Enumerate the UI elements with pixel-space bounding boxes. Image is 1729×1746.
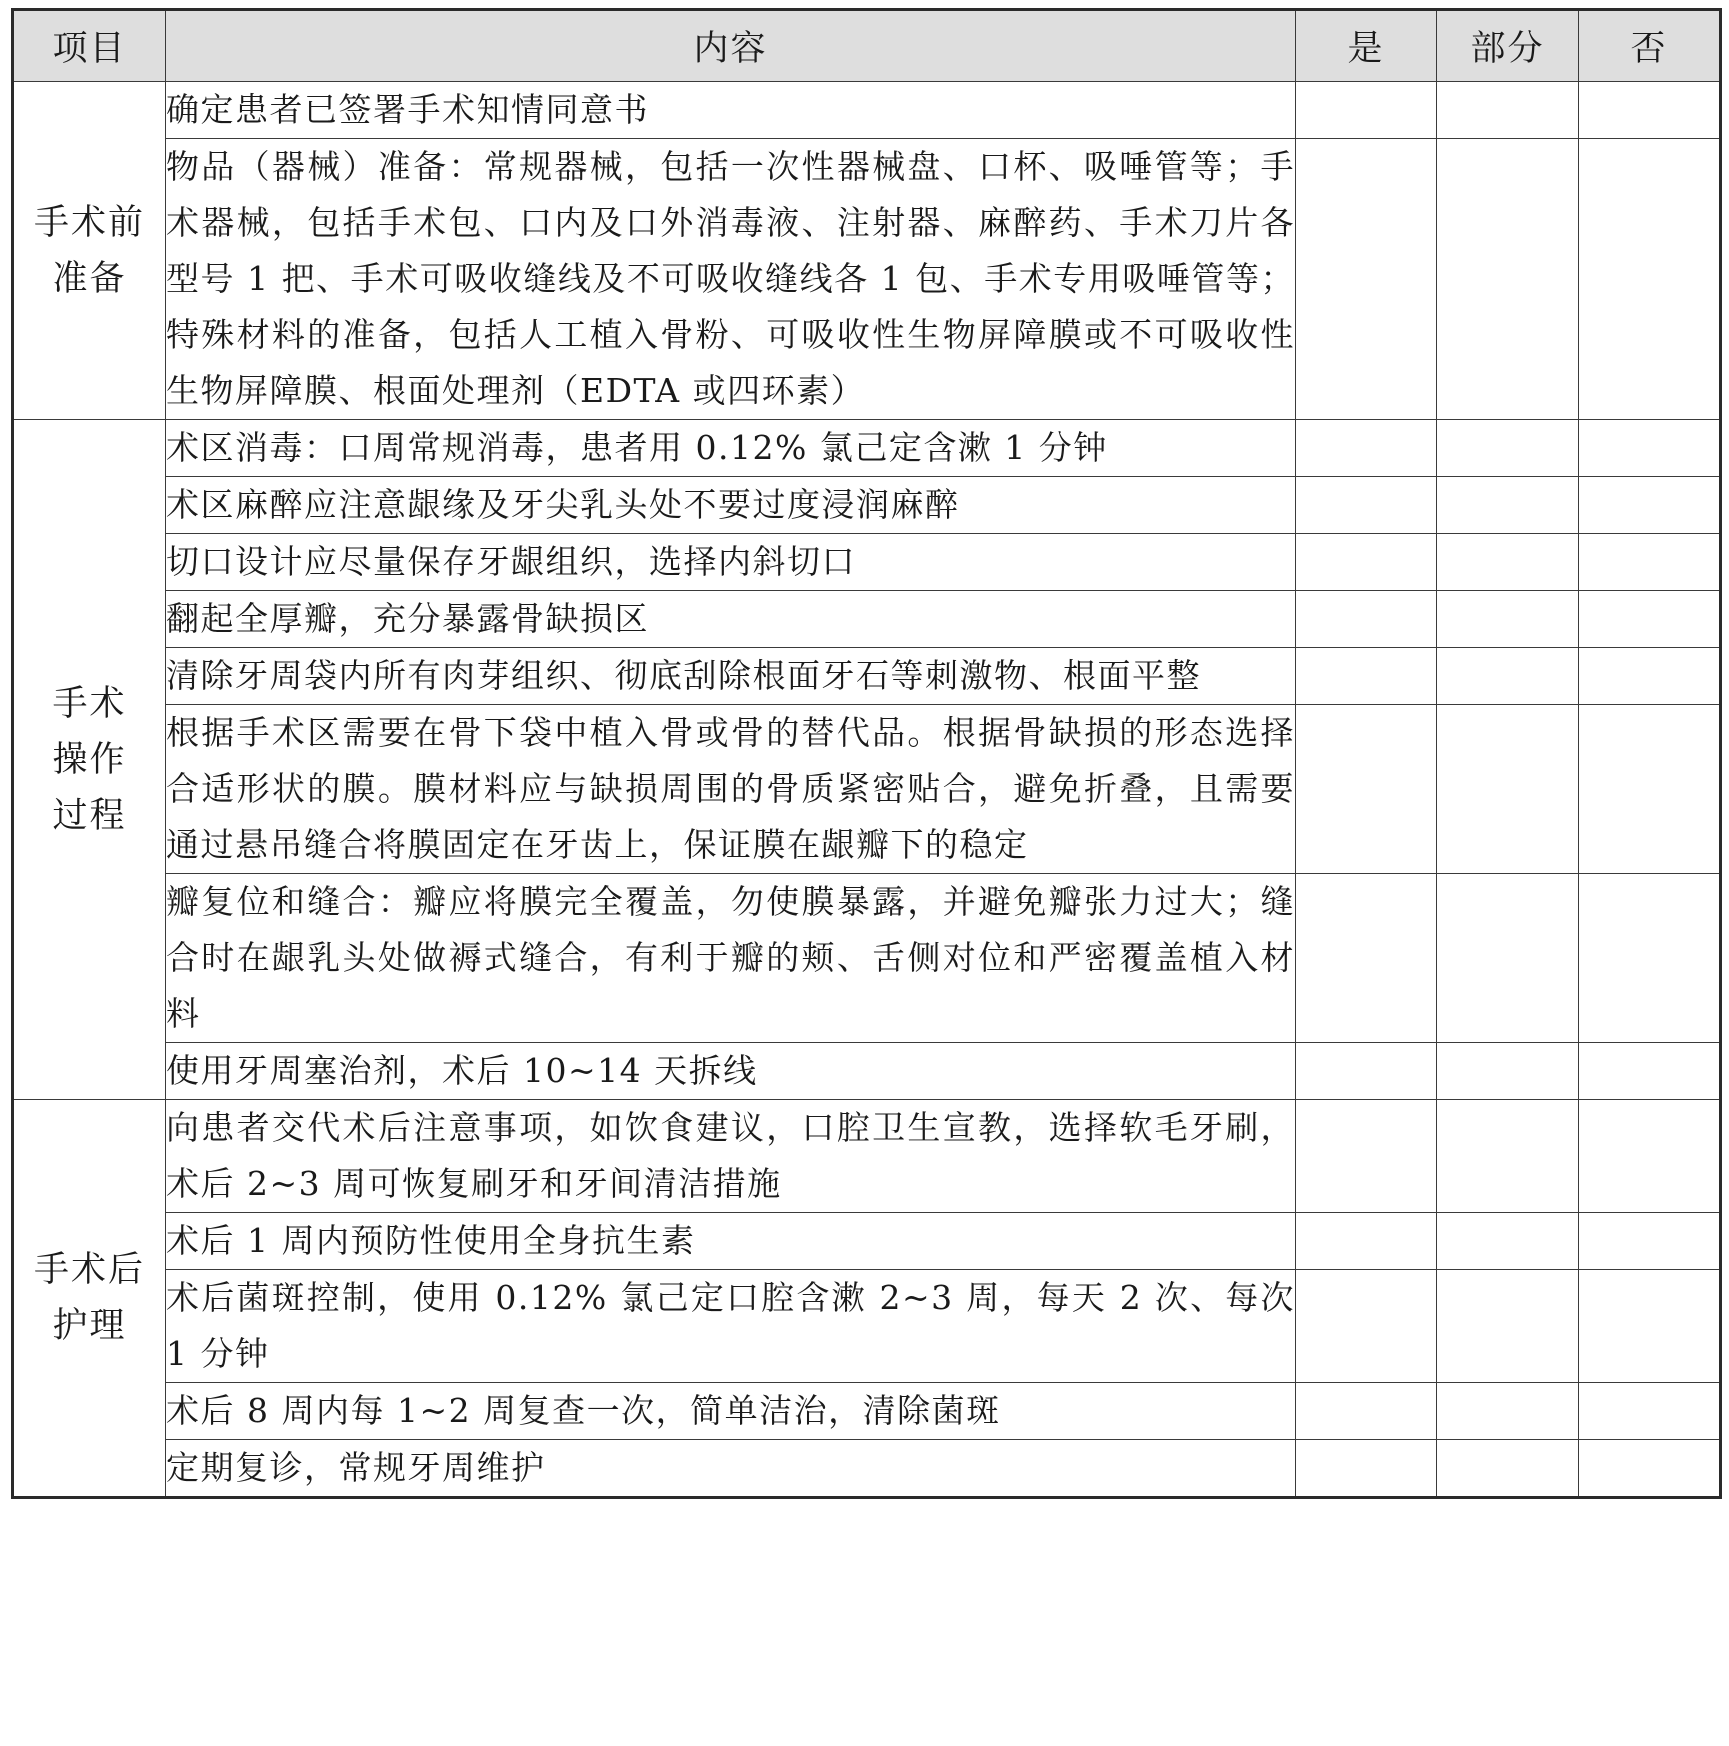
check-no-cell[interactable] [1579, 420, 1721, 477]
check-partial-cell[interactable] [1437, 1270, 1579, 1383]
check-partial-cell[interactable] [1437, 705, 1579, 874]
item-content: 清除牙周袋内所有肉芽组织、彻底刮除根面牙石等刺激物、根面平整 [166, 648, 1296, 705]
item-content: 术后菌斑控制，使用 0.12% 氯己定口腔含漱 2~3 周，每天 2 次、每次 1 分钟 [166, 1270, 1296, 1383]
check-no-cell[interactable] [1579, 705, 1721, 874]
check-yes-cell[interactable] [1296, 420, 1437, 477]
header-partial: 部分 [1437, 10, 1579, 82]
check-yes-cell[interactable] [1296, 82, 1437, 139]
table-row [13, 1383, 1721, 1440]
item-content: 切口设计应尽量保存牙龈组织，选择内斜切口 [166, 534, 1296, 591]
table-row [13, 705, 1721, 874]
table-row [13, 139, 1721, 420]
table-row [13, 591, 1721, 648]
table-row [13, 420, 1721, 477]
check-no-cell[interactable] [1579, 534, 1721, 591]
table-row [13, 534, 1721, 591]
category-post-op [13, 1100, 166, 1498]
item-content: 术区麻醉应注意龈缘及牙尖乳头处不要过度浸润麻醉 [166, 477, 1296, 534]
check-no-cell[interactable] [1579, 1440, 1721, 1498]
category-label: 手术后护理 [33, 1250, 145, 1346]
item-content: 瓣复位和缝合：瓣应将膜完全覆盖，勿使膜暴露，并避免瓣张力过大；缝合时在龈乳头处做褥式缝合，有利于瓣的颊、舌侧对位和严密覆盖植入材料 [166, 874, 1296, 1043]
check-no-cell[interactable] [1579, 82, 1721, 139]
check-partial-cell[interactable] [1437, 420, 1579, 477]
check-partial-cell[interactable] [1437, 1440, 1579, 1498]
check-no-cell[interactable] [1579, 477, 1721, 534]
check-no-cell[interactable] [1579, 874, 1721, 1043]
check-yes-cell[interactable] [1296, 1213, 1437, 1270]
table-row [13, 1270, 1721, 1383]
check-yes-cell[interactable] [1296, 1440, 1437, 1498]
header-content: 内容 [166, 10, 1296, 82]
header-row [13, 10, 1721, 82]
item-content: 术后 8 周内每 1~2 周复查一次，简单洁治，清除菌斑 [166, 1383, 1296, 1440]
check-yes-cell[interactable] [1296, 874, 1437, 1043]
check-no-cell[interactable] [1579, 1043, 1721, 1100]
table-row [13, 648, 1721, 705]
check-yes-cell[interactable] [1296, 1383, 1437, 1440]
table-row [13, 1213, 1721, 1270]
check-partial-cell[interactable] [1437, 139, 1579, 420]
surgery-checklist-table [11, 8, 1722, 1499]
check-yes-cell[interactable] [1296, 1100, 1437, 1213]
check-no-cell[interactable] [1579, 591, 1721, 648]
check-yes-cell[interactable] [1296, 534, 1437, 591]
check-no-cell[interactable] [1579, 1383, 1721, 1440]
table-row [13, 874, 1721, 1043]
check-partial-cell[interactable] [1437, 1213, 1579, 1270]
check-partial-cell[interactable] [1437, 874, 1579, 1043]
check-yes-cell[interactable] [1296, 591, 1437, 648]
check-no-cell[interactable] [1579, 648, 1721, 705]
check-partial-cell[interactable] [1437, 82, 1579, 139]
check-yes-cell[interactable] [1296, 1043, 1437, 1100]
check-yes-cell[interactable] [1296, 139, 1437, 420]
table-row [13, 1440, 1721, 1498]
item-content: 翻起全厚瓣，充分暴露骨缺损区 [166, 591, 1296, 648]
check-no-cell[interactable] [1579, 139, 1721, 420]
table-row [13, 82, 1721, 139]
check-no-cell[interactable] [1579, 1270, 1721, 1383]
category-label: 手术操作过程 [52, 683, 127, 836]
header-item: 项目 [13, 10, 166, 82]
check-partial-cell[interactable] [1437, 648, 1579, 705]
item-content: 定期复诊，常规牙周维护 [166, 1440, 1296, 1498]
item-content: 向患者交代术后注意事项，如饮食建议，口腔卫生宣教，选择软毛牙刷，术后 2~3 周可恢复刷牙和牙间清洁措施 [166, 1100, 1296, 1213]
item-content: 术区消毒：口周常规消毒，患者用 0.12% 氯己定含漱 1 分钟 [166, 420, 1296, 477]
item-content: 确定患者已签署手术知情同意书 [166, 82, 1296, 139]
check-no-cell[interactable] [1579, 1213, 1721, 1270]
item-content: 使用牙周塞治剂，术后 10~14 天拆线 [166, 1043, 1296, 1100]
header-yes: 是 [1296, 10, 1437, 82]
checklist-sheet [11, 8, 1719, 1499]
check-yes-cell[interactable] [1296, 477, 1437, 534]
check-yes-cell[interactable] [1296, 705, 1437, 874]
item-content: 术后 1 周内预防性使用全身抗生素 [166, 1213, 1296, 1270]
table-row [13, 1043, 1721, 1100]
check-no-cell[interactable] [1579, 1100, 1721, 1213]
item-content: 根据手术区需要在骨下袋中植入骨或骨的替代品。根据骨缺损的形态选择合适形状的膜。膜材料应与缺损周围的骨质紧密贴合，避免折叠，且需要通过悬吊缝合将膜固定在牙齿上，保证膜在龈瓣下的稳定 [166, 705, 1296, 874]
check-yes-cell[interactable] [1296, 1270, 1437, 1383]
category-label: 手术前准备 [33, 202, 145, 299]
table-row [13, 477, 1721, 534]
check-partial-cell[interactable] [1437, 534, 1579, 591]
check-partial-cell[interactable] [1437, 1383, 1579, 1440]
category-pre-op [13, 82, 166, 420]
check-partial-cell[interactable] [1437, 477, 1579, 534]
category-procedure [13, 420, 166, 1100]
check-partial-cell[interactable] [1437, 591, 1579, 648]
check-yes-cell[interactable] [1296, 648, 1437, 705]
check-partial-cell[interactable] [1437, 1043, 1579, 1100]
item-content: 物品（器械）准备：常规器械，包括一次性器械盘、口杯、吸唾管等；手术器械，包括手术包、口内及口外消毒液、注射器、麻醉药、手术刀片各型号 1 把、手术可吸收缝线及不可吸收缝线各 1 包、手术专用吸唾管等；特殊材料的准备，包括人工植入骨粉、可吸收性生物屏障膜或不可吸收性生物屏障膜、根面处理剂（EDTA 或四环素） [166, 139, 1296, 420]
table-row [13, 1100, 1721, 1213]
check-partial-cell[interactable] [1437, 1100, 1579, 1213]
header-no: 否 [1579, 10, 1721, 82]
